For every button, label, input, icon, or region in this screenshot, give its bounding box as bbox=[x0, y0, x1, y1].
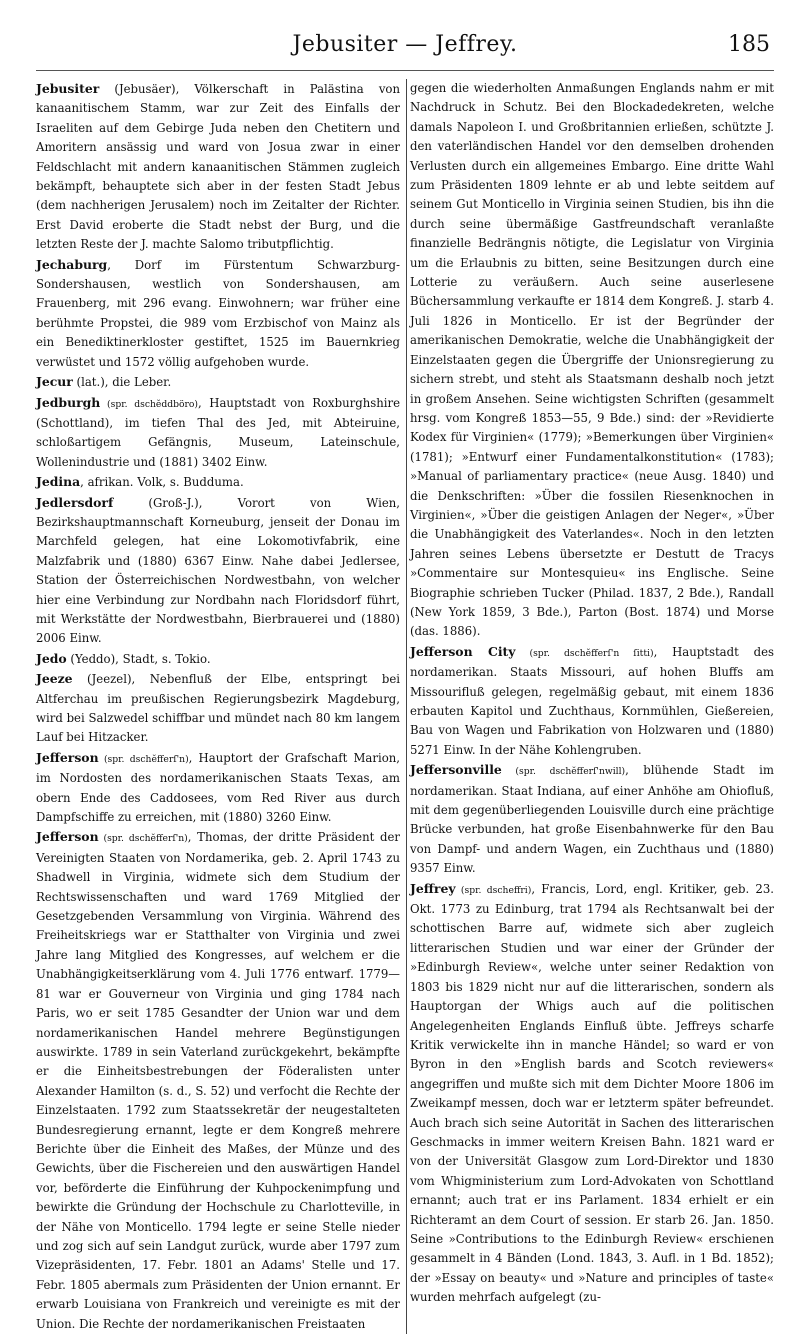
dictionary-entry bbox=[36, 748, 400, 828]
entry-headword: Jedina bbox=[36, 474, 81, 490]
entry-headword: Jeffrey bbox=[410, 880, 456, 896]
dictionary-entry bbox=[36, 79, 400, 255]
entry-headword: Jefferson bbox=[36, 829, 99, 845]
dictionary-entry bbox=[410, 79, 774, 642]
entry-text: , Hauptstadt des nordamerikan. Staats Missouri, auf hohen Bluffs am Missourifluß gelegen, regelmäßig gebaut, mit einem 1836 erbauten Kapitol und Zuchthaus, Kornmühlen, Gießereien, Bau von Wagen und Fabrikation von Holzwaren und (1880) 5271 Einw. In der Nähe Kohlengruben. bbox=[410, 644, 774, 757]
dictionary-entry bbox=[36, 827, 400, 1334]
dictionary-entry bbox=[410, 879, 774, 1308]
dictionary-entry bbox=[36, 393, 400, 473]
page-header bbox=[36, 26, 774, 71]
entry-text: , Hauptort der Grafschaft Marion, im Nordosten des nordamerikanischen Staats Texas, am obern Ende des Caddosees, vom Red River aus durch Dampfschiffe zu erreichen, mit (1880) 3260 Einw. bbox=[36, 750, 400, 825]
entry-headword: Jedburgh bbox=[36, 394, 101, 410]
dictionary-entry bbox=[36, 669, 400, 748]
entry-text: , afrikan. Volk, s. Budduma. bbox=[80, 475, 244, 490]
entry-text: (Yeddo), Stadt, s. Tokio. bbox=[66, 651, 211, 666]
page-number: 185 bbox=[728, 32, 770, 57]
entry-text: gegen die wiederholten Anmaßungen Englands nahm er mit Nachdruck in Schutz. Bei den Blockadedekreten, welche damals Napoleon I. und Großbritannien erließen, schützte J. den vaterländischen Handel vor den demselben drohenden Verlusten durch ein allgemeines Embargo. Eine dritte Wahl zum Präsidenten 1809 lehnte er ab und lebte seitdem auf seinem Gut Monticello in Virginia seinen Studien, bis ihn die durch seine übermäßige Gastfreundschaft veranlaßte finanzielle Bedrängnis nötigte, die Legislatur von Virginia um die Erlaubnis zu bitten, seine Besitzungen durch eine Lotterie zu veräußern. Auch seine auserlesene Büchersammlung verkaufte er 1814 dem Kongreß. J. starb 4. Juli 1826 in Monticello. Er ist der Begründer der amerikanischen Demokratie, welche die Unabhängigkeit der Einzelstaaten gegen die Übergriffe der Unionsregierung zu sichern strebt, und steht als Staatsmann deshalb noch jetzt in großem Ansehen. Seine wichtigsten Schriften (gesammelt hrsg. vom Kongreß 1853—55, 9 Bde.) sind: der »Revidierte Kodex für Virginien« (1779); »Bemerkungen über Virginien« (1781); »Entwurf einer Fundamentalkonstitution« (1783); »Manual of parliamentary practice« (neue Ausg. 1840) und die Denkschriften: »Über die fossilen Riesenknochen in Virginien«, »Über die geistigen Anlagen der Neger«, »Über die Unabhängigkeit des Vaterlandes«. Noch in den letzten Jahren seines Lebens übersetzte er Destutt de Tracys »Commentaire sur Montesquieu« ins Englische. Seine Biographie schrieben Tucker (Philad. 1837, 2 Bde.), Randall (New York 1859, 3 Bde.), Parton (Bost. 1874) und Morse (das. 1886). bbox=[410, 81, 774, 639]
entry-headword: Jechaburg bbox=[36, 256, 108, 272]
entry-headword: Jedlersdorf bbox=[36, 494, 114, 510]
dictionary-entry bbox=[36, 472, 400, 492]
dictionary-entry bbox=[36, 649, 400, 669]
entry-pronunciation: (spr. dschĕfferſ'n) bbox=[98, 753, 189, 765]
left-column bbox=[36, 79, 407, 1334]
entry-headword: Jedo bbox=[36, 650, 67, 666]
entry-text: , Dorf im Fürstentum Schwarzburg-Sondershausen, westlich von Sondershausen, am Frauenberg, mit 296 evang. Einwohnern; war früher eine berühmte Propstei, die 989 vom Erzbischof von Mainz als ein Benediktinerkloster gestiftet, 1525 im Bauernkrieg verwüstet und 1572 völlig aufgehoben wurde. bbox=[36, 257, 400, 369]
dictionary-entry bbox=[36, 255, 400, 372]
dictionary-entry bbox=[410, 760, 774, 878]
entry-pronunciation: (spr. dschĕfferſ'n) bbox=[98, 833, 188, 845]
entry-headword: Jebusiter bbox=[36, 81, 100, 96]
entry-text: (lat.), die Leber. bbox=[72, 375, 172, 390]
text-columns bbox=[36, 79, 774, 1334]
dictionary-entry bbox=[410, 642, 774, 760]
entry-headword: Jefferson City bbox=[410, 643, 516, 659]
entry-text: (Groß-J.), Vorort von Wien, Bezirkshauptmannschaft Korneuburg, jenseit der Donau im Marchfeld gelegen, hat eine Lokomotivfabrik, eine Malzfabrik und (1880) 6367 Einw. Nahe dabei Jedlersee, Station der Österreichischen Nordwestbahn, von welcher hier eine Verbindung zur Nordbahn nach Floridsdorf führt, mit Werkstätte der Nordwestbahn, Bierbrauerei und (1880) 2006 Einw. bbox=[36, 495, 400, 646]
entry-headword: Jeffersonville bbox=[410, 762, 502, 778]
entry-text: , Thomas, der dritte Präsident der Vereinigten Staaten von Nordamerika, geb. 2. April 1743 zu Shadwell in Virginia, widmete sich dem Studium der Rechtswissenschaften und ward 1769 Mitglied der Gesetzgebenden Versammlung von Virginia. Während des Freiheitskriegs war er Statthalter von Virginia und zwei Jahre lang Mitglied des Kongresses, auf welchem er die Unabhängigkeitserklärung vom 4. Juli 1776 entwarf. 1779—81 war er Gouverneur von Virginia und ging 1784 nach Paris, wo er seit 1785 Gesandter der Union war und dem nordamerikanischen Handel mehrere Begünstigungen auswirkte. 1789 in sein Vaterland zurückgekehrt, bekämpfte er die Einheitsbestrebungen der Föderalisten unter Alexander Hamilton (s. d., S. 52) und verfocht die Rechte der Einzelstaaten. 1792 zum Staatssekretär der neugestalteten Bundesregierung ernannt, legte er dem Kongreß mehrere Berichte über die Einheit des Maßes, der Münze und des Gewichts, über die Fischereien und den auswärtigen Handel vor, beförderte die Einführung der Kuhpockenimpfung und bewirkte die Gründung der Hochschule zu Charlotteville, in der Nähe von Monticello. 1794 legte er seine Stelle nieder und zog sich auf sein Landgut zurück, wurde aber 1797 zum Vizepräsidenten, 17. Febr. 1801 an Adams' Stelle und 17. Febr. 1805 abermals zum Präsidenten der Union ernannt. Er erwarb Louisiana von Frankreich und vereinigte es mit der Union. Die Rechte der nordamerikanischen Freistaaten bbox=[36, 830, 400, 1331]
entry-headword: Jeeze bbox=[36, 671, 73, 687]
entry-text: (Jeezel), Nebenfluß der Elbe, entspringt bei Altferchau im preußischen Regierungsbezirk Magdeburg, wird bei Salzwedel schiffbar und mündet nach 80 km langem Lauf bei Hitzacker. bbox=[36, 672, 400, 745]
entry-pronunciation: (spr. dschĕddböro) bbox=[100, 398, 199, 410]
entry-text: , Hauptstadt von Roxburghshire (Schottland), im tiefen Thal des Jed, mit Abteiruine, schloßartigem Gefängnis, Museum, Lateinschule, Wollenindustrie und (1881) 3402 Einw. bbox=[36, 395, 400, 469]
entry-pronunciation: (spr. dschĕfferſ'nwill) bbox=[501, 766, 626, 778]
entry-text: , Francis, Lord, engl. Kritiker, geb. 23. Okt. 1773 zu Edinburg, trat 1794 als Rechtsanwalt bei der schottischen Barre auf, widmete sich aber zugleich litterarischen Studien und war einer der Gründer der »Edinburgh Review«, welche unter seiner Redaktion von 1803 bis 1829 nicht nur auf die litterarischen, sondern als Hauptorgan der Whigs auch auf die politischen Angelegenheiten Englands Einfluß übte. Jeffreys scharfe Kritik verwickelte ihn in manche Händel; so ward er von Byron in den »English bards and Scotch reviewers« angegriffen und mußte sich mit dem Dichter Moore 1806 im Zweikampf messen, doch war er letzterm später befreundet. Auch brach sich seine Autorität in Sachen des litterarischen Geschmacks in immer weitern Kreisen Bahn. 1821 ward er von der Universität Glasgow zum Lord-Direktor und 1830 vom Whigministerium zum Lord-Advokaten von Schottland ernannt; auch trat er ins Parlament. 1834 erhielt er ein Richteramt an dem Court of session. Er starb 26. Jan. 1850. Seine »Contributions to the Edinburgh Review« erschienen gesammelt in 4 Bänden (Lond. 1843, 3. Aufl. in 1 Bd. 1852); der »Essay on beauty« und »Nature and principles of taste« wurden mehrfach aufgelegt (zu- bbox=[410, 881, 774, 1305]
right-column bbox=[410, 79, 774, 1334]
running-title: Jebusiter — Jeffrey. bbox=[292, 32, 518, 57]
entry-pronunciation: (spr. dschĕfferſ'n ſitti) bbox=[515, 647, 654, 659]
entry-pronunciation: (spr. dscheffri) bbox=[455, 884, 532, 896]
entry-text: , blühende Stadt im nordamerikan. Staat Indiana, auf einer Anhöhe am Ohiofluß, mit dem gegenüberliegenden Louisville durch eine prächtige Brücke verbunden, hat große Eisenbahnwerke für den Bau von Dampf- und andern Wagen, ein Zuchthaus und (1880) 9357 Einw. bbox=[410, 763, 774, 876]
dictionary-entry bbox=[36, 493, 400, 649]
entry-headword: Jecur bbox=[36, 374, 73, 390]
entry-text: (Jebusäer), Völkerschaft in Palästina von kanaanitischem Stamm, war zur Zeit des Einfalls der Israeliten auf dem Gebirge Juda neben den Chetitern und Amoritern ansässig und ward von Josua zwar in einer Feldschlacht mit andern kanaanitischen Stämmen zugleich bekämpft, behauptete sich aber in der festen Stadt Jebus (dem nachherigen Jerusalem) noch im Zeitalter der Richter. Erst David eroberte die Stadt nebst der Burg, und die letzten Reste der J. machte Salomo tributpflichtig. bbox=[36, 82, 400, 252]
dictionary-entry bbox=[36, 372, 400, 392]
entry-headword: Jefferson bbox=[36, 749, 99, 765]
